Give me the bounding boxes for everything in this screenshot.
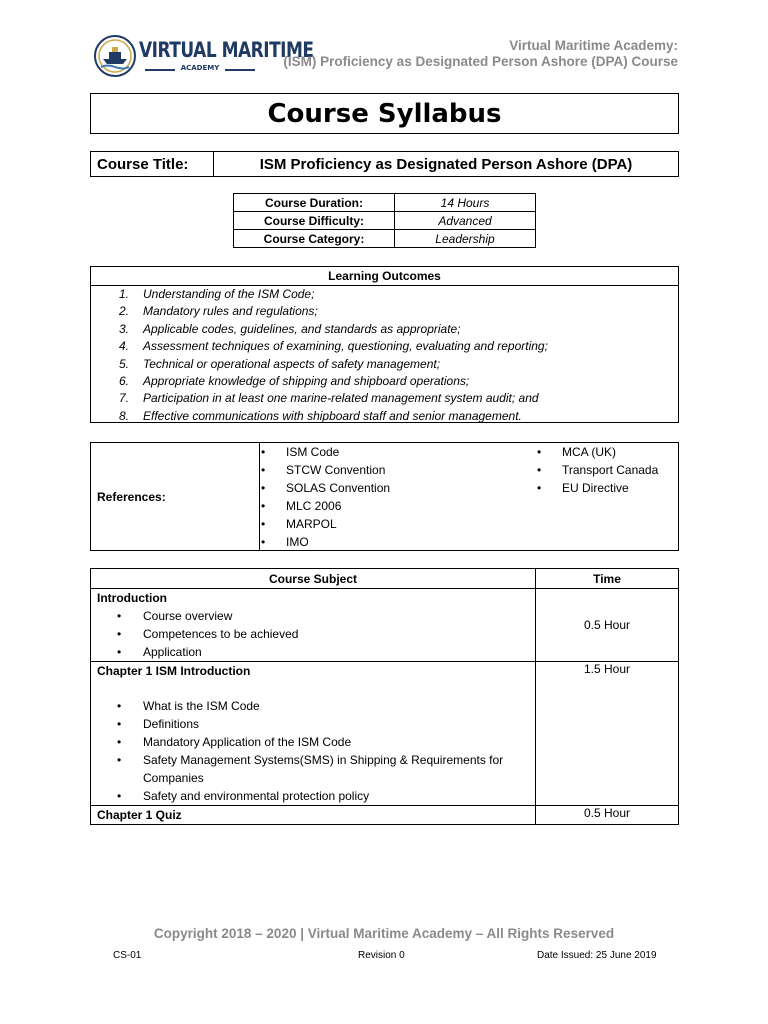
list-item: • EU Directive — [536, 479, 678, 497]
logo-divider — [225, 69, 255, 71]
learning-outcomes — [90, 266, 679, 423]
time-cell: 1.5 Hour — [536, 662, 679, 806]
list-item — [91, 321, 678, 338]
list-item: • Transport Canada — [536, 461, 678, 479]
list-item: • SOLAS Convention — [260, 479, 536, 497]
references-column-1 — [260, 443, 536, 550]
list-item: • STCW Convention — [260, 461, 536, 479]
list-item: • What is the ISM Code — [97, 697, 529, 715]
header-line-1: Virtual Maritime Academy: — [509, 38, 678, 53]
item-number: 6. — [119, 373, 130, 388]
list-item: • Mandatory Application of the ISM Code — [97, 733, 529, 751]
list-item — [91, 356, 678, 373]
item-number: 2. — [119, 304, 130, 319]
date-issued: Date Issued: 25 June 2019 — [537, 950, 657, 961]
header-line-2: (ISM) Proficiency as Designated Person Ashore (DPA) Course — [283, 54, 678, 69]
info-label: Course Difficulty: — [234, 212, 395, 230]
list-item: • MCA (UK) — [536, 443, 678, 461]
time-cell: 0.5 Hour — [536, 589, 679, 662]
table-row — [91, 589, 679, 662]
info-label: Course Category: — [234, 230, 395, 248]
list-item — [91, 338, 678, 355]
item-text: Appropriate knowledge of shipping and shipboard operations; — [143, 373, 470, 388]
list-item — [91, 303, 678, 320]
info-label: Course Duration: — [234, 194, 395, 212]
course-title-label: Course Title: — [91, 152, 214, 176]
subject-cell — [91, 662, 536, 806]
list-item — [91, 408, 678, 425]
info-value: Advanced — [395, 212, 536, 230]
logo-subtitle: ACADEMY — [180, 64, 220, 72]
item-number: 7. — [119, 391, 130, 406]
section-title: Chapter 1 ISM Introduction — [97, 664, 251, 678]
references-column-2 — [536, 443, 678, 550]
course-info-table — [233, 193, 536, 248]
item-text: Mandatory rules and regulations; — [143, 304, 318, 319]
learning-outcomes-list — [91, 286, 678, 425]
ship-emblem-icon — [93, 33, 137, 79]
item-number: 1. — [119, 287, 130, 301]
item-number: 4. — [119, 339, 130, 354]
item-text: Participation in at least one marine-related management system audit; and — [143, 391, 539, 406]
revision: Revision 0 — [358, 950, 405, 961]
item-text: Effective communications with shipboard staff and senior management. — [143, 408, 522, 423]
item-text: Assessment techniques of examining, questioning, evaluating and reporting; — [143, 339, 548, 354]
course-title-value: ISM Proficiency as Designated Person Ashore (DPA) — [259, 155, 633, 173]
list-item: • Safety Management Systems(SMS) in Shipping & Requirements for Companies — [97, 751, 529, 787]
list-item: • MLC 2006 — [260, 497, 536, 515]
list-item: • ISM Code — [260, 443, 536, 461]
item-text: Understanding of the ISM Code; — [143, 287, 315, 301]
table-row — [91, 662, 679, 806]
table-row — [234, 230, 536, 248]
item-number: 5. — [119, 356, 130, 371]
list-item: • Application — [97, 643, 529, 661]
list-item — [91, 390, 678, 407]
course-title-row — [90, 151, 679, 177]
list-item — [91, 373, 678, 390]
list-item: • Course overview — [97, 607, 529, 625]
list-item: • Safety and environmental protection policy — [97, 787, 529, 805]
time-cell: 0.5 Hour — [536, 806, 679, 825]
table-header-row — [91, 569, 679, 589]
item-number: 3. — [119, 321, 130, 336]
list-item — [91, 286, 678, 303]
column-header-subject: Course Subject — [91, 569, 536, 589]
copyright: Copyright 2018 – 2020 | Virtual Maritime Academy – All Rights Reserved — [153, 926, 615, 941]
info-value: Leadership — [395, 230, 536, 248]
item-text: Applicable codes, guidelines, and standards as appropriate; — [143, 321, 461, 336]
subject-cell — [91, 806, 536, 825]
references-label: References: — [91, 443, 260, 550]
academy-logo — [93, 33, 314, 79]
column-header-time: Time — [536, 569, 679, 589]
list-item: • Definitions — [97, 715, 529, 733]
table-row — [234, 194, 536, 212]
learning-outcomes-heading: Learning Outcomes — [91, 267, 678, 286]
section-title: Introduction — [97, 591, 167, 605]
item-number: 8. — [119, 408, 130, 423]
item-text: Technical or operational aspects of safety management; — [143, 356, 441, 371]
section-title: Chapter 1 Quiz — [97, 808, 182, 822]
course-subject-table — [90, 568, 679, 825]
table-row — [234, 212, 536, 230]
document-code: CS-01 — [113, 950, 142, 961]
list-item: • MARPOL — [260, 515, 536, 533]
info-value: 14 Hours — [395, 194, 536, 212]
page-title: Course Syllabus — [90, 93, 679, 134]
list-item: • Competences to be achieved — [97, 625, 529, 643]
references — [90, 442, 679, 551]
list-item: • IMO — [260, 533, 536, 551]
subject-cell — [91, 589, 536, 662]
logo-title: VIRTUAL MARITIME — [139, 38, 314, 63]
table-row — [91, 806, 679, 825]
